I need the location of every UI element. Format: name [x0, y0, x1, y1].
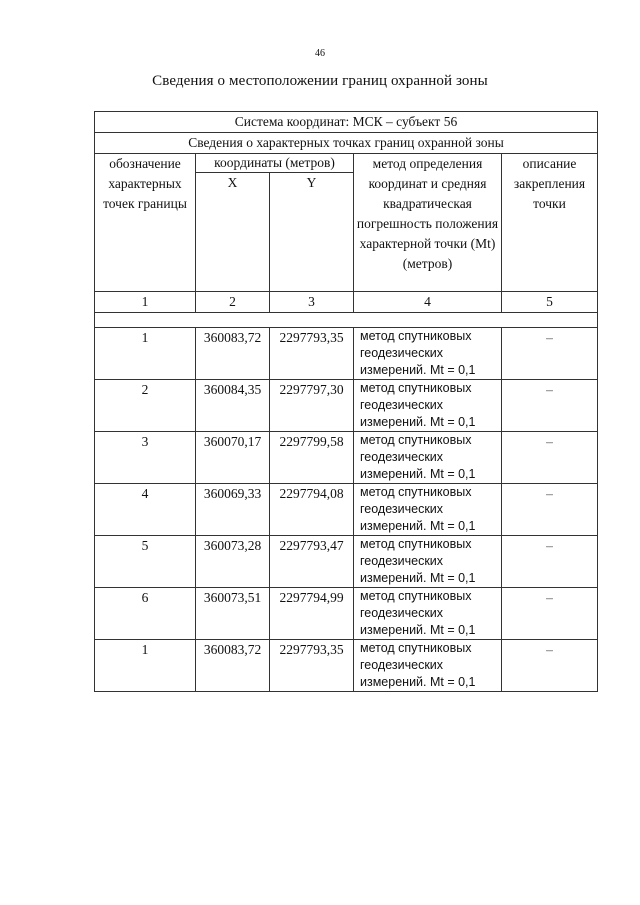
y-coordinate-cell: 2297793,47	[270, 536, 354, 588]
method-cell: метод спутниковых геодезических измерений. Mt = 0,1	[354, 536, 502, 588]
description-cell: –	[502, 484, 598, 536]
method-cell: метод спутниковых геодезических измерений. Mt = 0,1	[354, 432, 502, 484]
coordinates-header: координаты (метров)	[196, 154, 354, 173]
table-row	[95, 380, 598, 432]
page-number: 46	[315, 48, 325, 59]
x-coordinate-cell: 360073,28	[196, 536, 270, 588]
point-cell: 5	[95, 536, 196, 588]
point-cell: 1	[95, 328, 196, 380]
table-row	[95, 432, 598, 484]
y-coordinate-cell: 2297797,30	[270, 380, 354, 432]
column-number: 2	[196, 292, 270, 313]
y-coordinate-cell: 2297793,35	[270, 640, 354, 692]
y-header: Y	[270, 173, 354, 292]
method-cell: метод спутниковых геодезических измерений. Mt = 0,1	[354, 380, 502, 432]
info-header: Сведения о характерных точках границ охранной зоны	[95, 133, 598, 154]
x-coordinate-cell: 360084,35	[196, 380, 270, 432]
spacer-row	[95, 313, 598, 328]
description-header: описание закрепления точки	[502, 154, 598, 292]
method-header: метод определения координат и средняя квадратическая погрешность положения характерной точки (Mt) (метров)	[354, 154, 502, 292]
column-header-row	[95, 154, 598, 173]
method-cell: метод спутниковых геодезических измерений. Mt = 0,1	[354, 484, 502, 536]
spacer-cell	[95, 313, 598, 328]
description-cell: –	[502, 380, 598, 432]
designation-header: обозначение характерных точек границы	[95, 154, 196, 292]
boundary-points-table	[94, 111, 598, 692]
description-cell: –	[502, 432, 598, 484]
table-row	[95, 328, 598, 380]
info-header-row	[95, 133, 598, 154]
column-number: 4	[354, 292, 502, 313]
description-cell: –	[502, 328, 598, 380]
x-coordinate-cell: 360070,17	[196, 432, 270, 484]
y-coordinate-cell: 2297794,08	[270, 484, 354, 536]
document-title: Сведения о местоположении границ охранной зоны	[152, 73, 488, 89]
y-coordinate-cell: 2297799,58	[270, 432, 354, 484]
description-cell: –	[502, 536, 598, 588]
coordinate-system-header: Система координат: МСК – субъект 56	[95, 112, 598, 133]
coordinate-system-row	[95, 112, 598, 133]
column-number: 1	[95, 292, 196, 313]
point-cell: 2	[95, 380, 196, 432]
table-row	[95, 484, 598, 536]
y-coordinate-cell: 2297793,35	[270, 328, 354, 380]
method-cell: метод спутниковых геодезических измерений. Mt = 0,1	[354, 588, 502, 640]
table-row	[95, 588, 598, 640]
x-coordinate-cell: 360073,51	[196, 588, 270, 640]
x-header: X	[196, 173, 270, 292]
method-cell: метод спутниковых геодезических измерений. Mt = 0,1	[354, 640, 502, 692]
point-cell: 1	[95, 640, 196, 692]
column-number-row	[95, 292, 598, 313]
table-row	[95, 536, 598, 588]
point-cell: 6	[95, 588, 196, 640]
table-row	[95, 640, 598, 692]
x-coordinate-cell: 360083,72	[196, 640, 270, 692]
point-cell: 3	[95, 432, 196, 484]
point-cell: 4	[95, 484, 196, 536]
column-number: 3	[270, 292, 354, 313]
y-coordinate-cell: 2297794,99	[270, 588, 354, 640]
description-cell: –	[502, 640, 598, 692]
method-cell: метод спутниковых геодезических измерений. Mt = 0,1	[354, 328, 502, 380]
column-number: 5	[502, 292, 598, 313]
description-cell: –	[502, 588, 598, 640]
x-coordinate-cell: 360069,33	[196, 484, 270, 536]
x-coordinate-cell: 360083,72	[196, 328, 270, 380]
